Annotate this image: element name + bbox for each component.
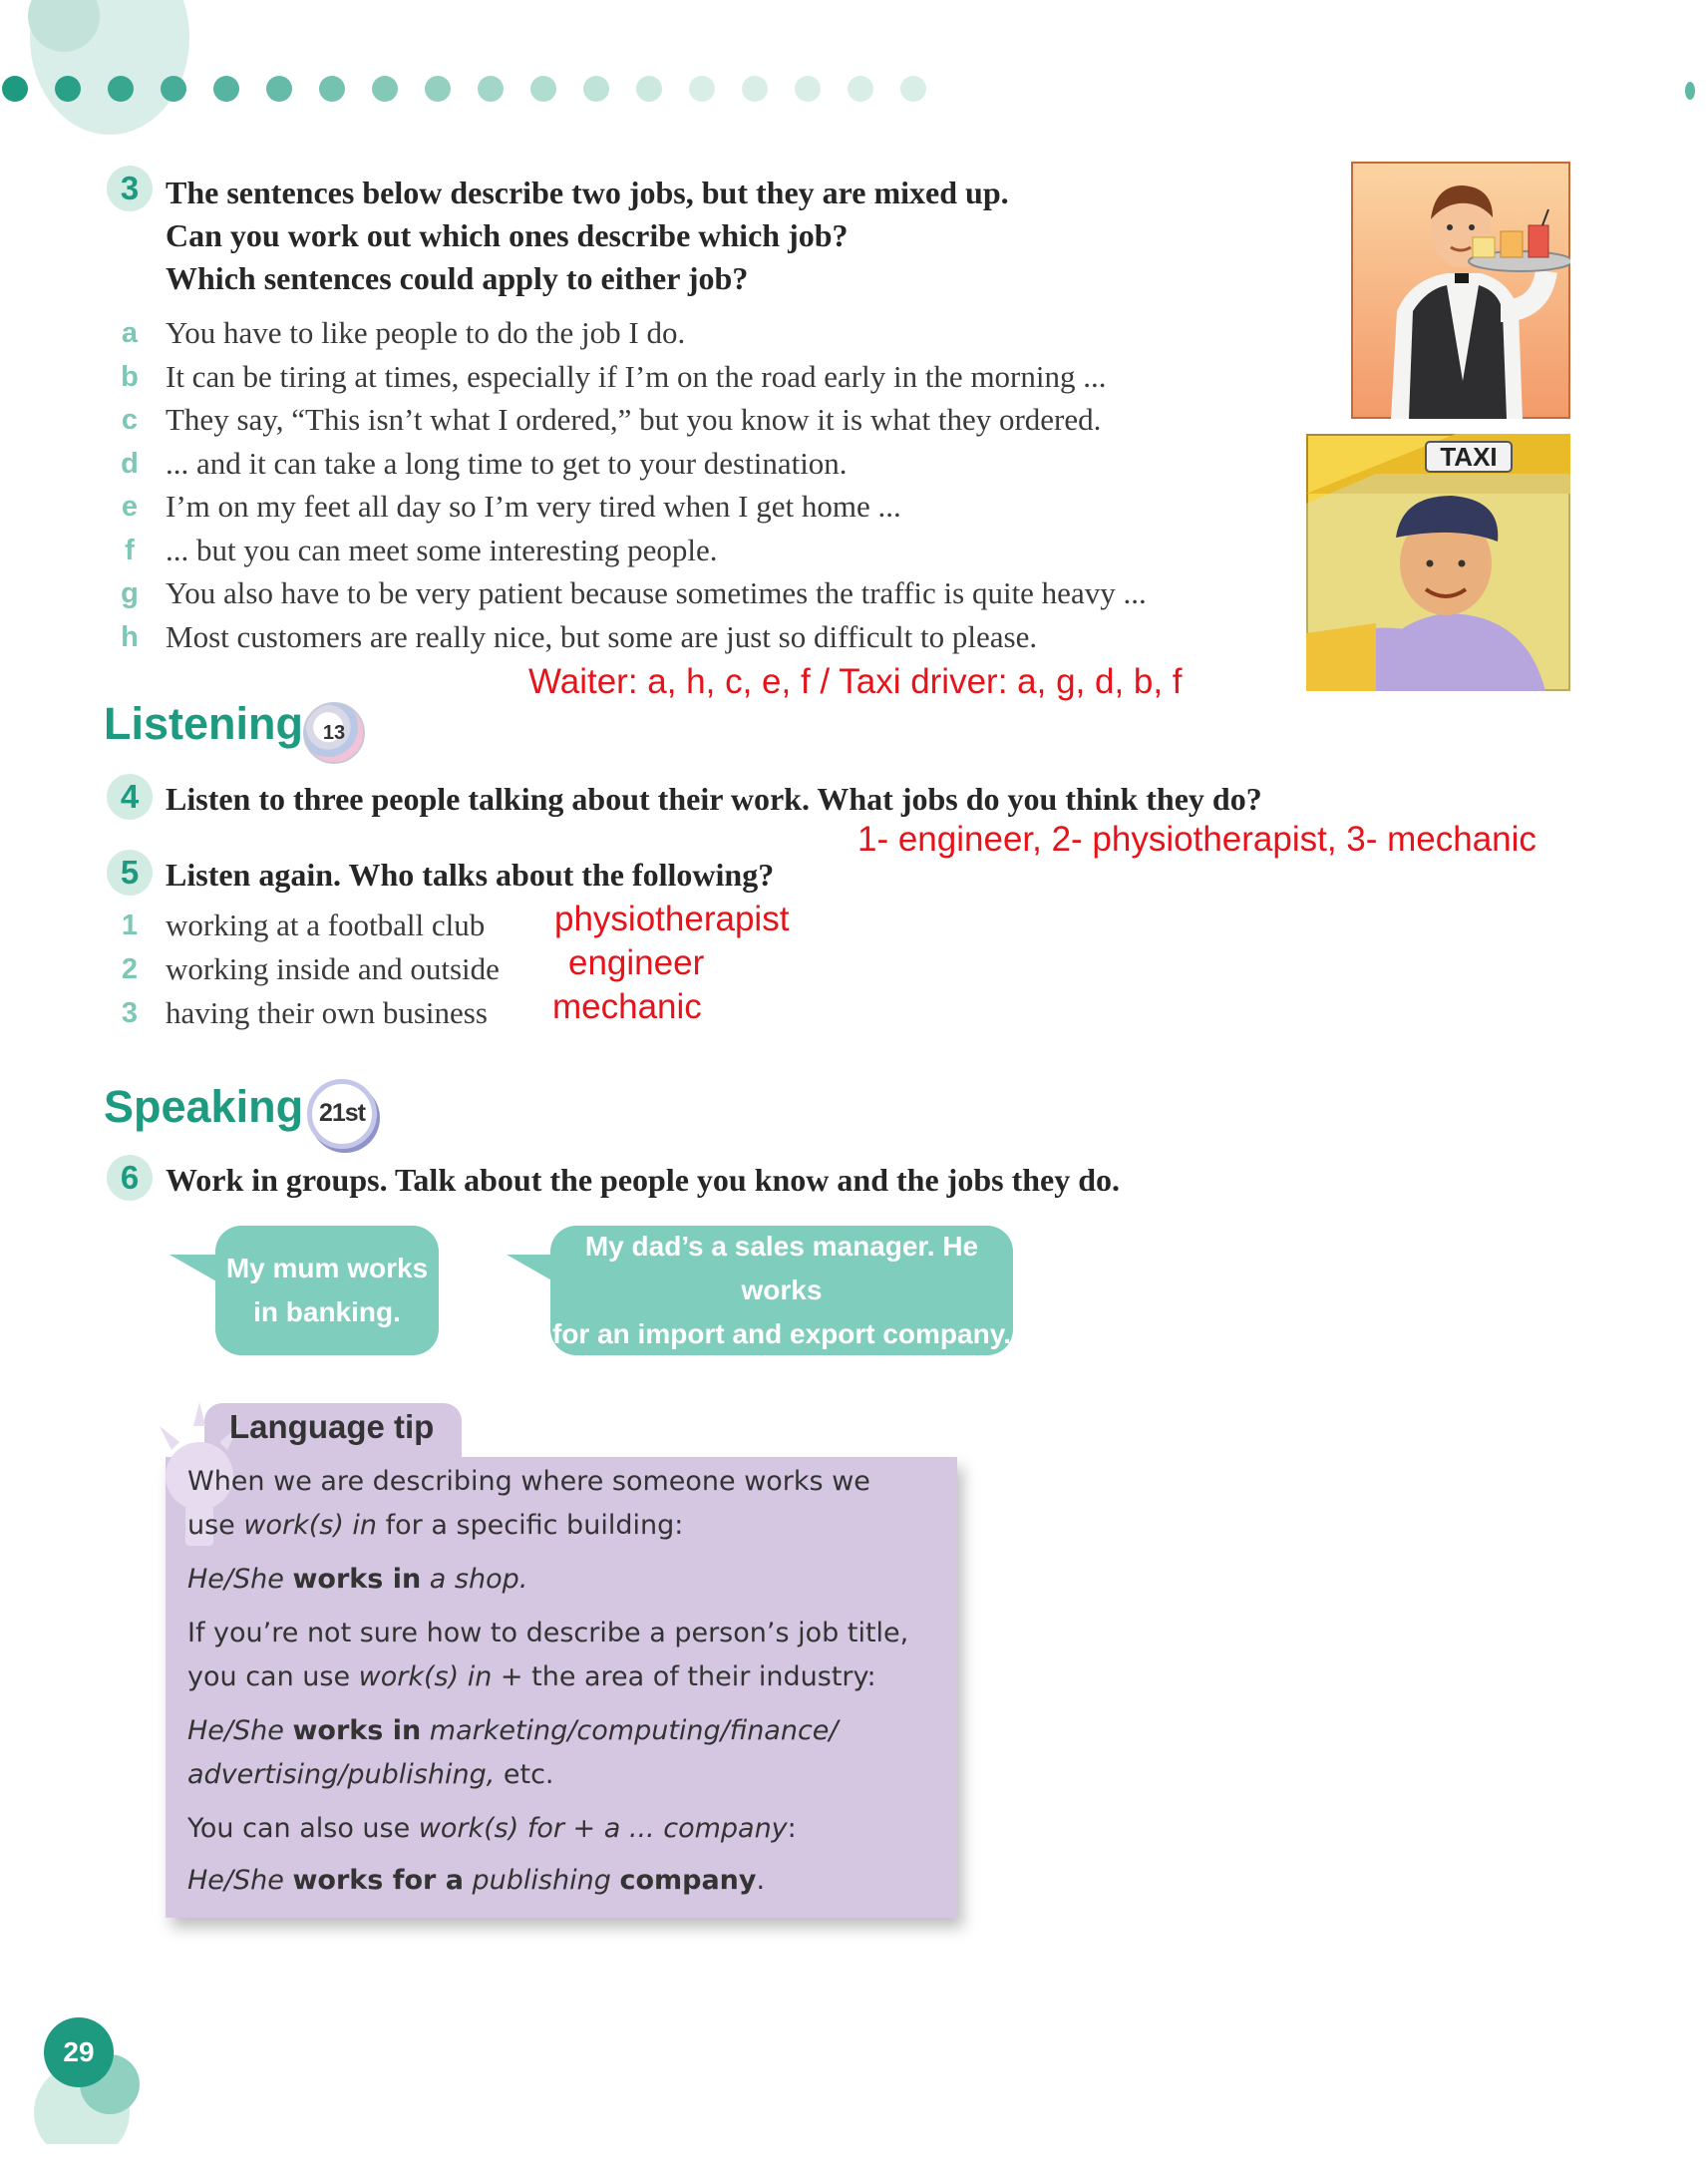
item-sentence: You have to like people to do the job I do. [166, 315, 686, 350]
item-letter: a [121, 317, 139, 349]
bubble-line: in banking. [253, 1296, 401, 1327]
21st-century-skills-badge: 21st [307, 1079, 377, 1149]
bubble-line: My dad’s a sales manager. He works [584, 1231, 979, 1305]
instruction-line: Which sentences could apply to either job? [166, 260, 749, 296]
exercise-5-number: 5 [107, 850, 153, 896]
item-letter: g [121, 577, 139, 609]
tip-emphasis: work(s) for + a ... company [418, 1813, 788, 1844]
tip-emphasis: work(s) in [358, 1661, 493, 1692]
decoration-dot [161, 76, 186, 102]
taxi-sign: TAXI [1440, 442, 1498, 472]
item-letter: h [121, 620, 139, 653]
decoration-dot [478, 76, 504, 102]
decoration-dot [795, 76, 821, 102]
tip-emphasis: advertising/publishing, [187, 1759, 496, 1790]
tip-text: + the area of their industry: [492, 1661, 876, 1692]
speech-bubble-dad [550, 1226, 1013, 1355]
item-sentence: ... and it can take a long time to get to your destination. [166, 445, 848, 481]
tip-bold: company [619, 1865, 757, 1896]
tip-bold: works in [292, 1564, 422, 1595]
tip-text: etc. [495, 1759, 554, 1790]
decoration-dot [636, 76, 662, 102]
page-number: 29 [44, 2017, 114, 2087]
decoration-dot [848, 76, 873, 102]
tip-line-5 [187, 1807, 797, 1851]
item-number: 2 [121, 953, 139, 985]
tip-emphasis: He/She [187, 1865, 293, 1896]
tip-text: use [187, 1510, 244, 1541]
tip-example-3 [187, 1859, 765, 1903]
item-sentence: ... but you can meet some interesting people. [166, 532, 718, 567]
item-sentence: Most customers are really nice, but some are just so difficult to please. [166, 618, 1038, 654]
edge-dot-decoration [1685, 82, 1695, 100]
decoration-dot [900, 76, 926, 102]
item-answer: physiotherapist [554, 900, 790, 938]
decoration-dot [425, 76, 451, 102]
tip-emphasis: a shop. [421, 1564, 528, 1595]
tip-example-2-cont [187, 1753, 554, 1797]
instruction-line: Can you work out which ones describe which job? [166, 217, 849, 253]
decoration-dot [372, 76, 398, 102]
item-letter: c [121, 404, 139, 436]
item-answer: mechanic [552, 987, 702, 1026]
decoration-dot [583, 76, 609, 102]
item-letter: f [125, 534, 135, 566]
item-number: 3 [121, 997, 139, 1029]
item-sentence: They say, “This isn’t what I ordered,” but you know it is what they ordered. [166, 402, 1102, 437]
tip-line-1: When we are describing where someone works we [187, 1466, 870, 1497]
decoration-dot [55, 76, 81, 102]
item-text: working inside and outside [166, 951, 500, 986]
decoration-dot [108, 76, 134, 102]
language-tip-title: Language tip [229, 1408, 435, 1445]
item-answer: engineer [568, 943, 705, 982]
exercise-3-answer: Waiter: a, h, c, e, f / Taxi driver: a, g, d, b, f [528, 662, 1183, 701]
tip-emphasis: He/She [187, 1564, 293, 1595]
item-text: having their own business [166, 995, 488, 1030]
bubble-line: for an import and export company. [552, 1318, 1011, 1349]
tip-example-1 [187, 1558, 527, 1602]
decoration-dot [266, 76, 292, 102]
audio-track-cd-icon[interactable]: 13 [303, 702, 365, 764]
exercise-3-instruction [166, 172, 1009, 300]
tip-text: you can use [187, 1661, 359, 1692]
item-letter: d [121, 447, 139, 480]
speech-bubble-mum [215, 1226, 439, 1355]
bottom-decoration-mask [0, 2144, 140, 2184]
tip-bold: works in [292, 1715, 422, 1746]
item-letter: b [121, 360, 139, 393]
tip-emphasis: marketing/computing/finance/ [421, 1715, 839, 1746]
exercise-4-answer: 1- engineer, 2- physiotherapist, 3- mechanic [857, 820, 1536, 859]
exercise-4-instruction: Listen to three people talking about their work. What jobs do you think they do? [166, 781, 1262, 817]
item-sentence: I’m on my feet all day so I’m very tired when I get home ... [166, 489, 901, 524]
listening-heading: Listening [104, 698, 303, 749]
tip-text: . [756, 1865, 766, 1896]
decoration-dot [689, 76, 715, 102]
tip-emphasis: publishing [463, 1865, 620, 1896]
decoration-dot [530, 76, 556, 102]
decoration-dot [742, 76, 768, 102]
exercise-3-number: 3 [107, 166, 153, 211]
item-sentence: It can be tiring at times, especially if I’m on the road early in the morning ... [166, 358, 1107, 394]
tip-line-3: If you’re not sure how to describe a person’s job title, [187, 1618, 909, 1648]
decoration-dot [319, 76, 345, 102]
tip-text: You can also use [187, 1813, 419, 1844]
dot-row-decoration [0, 76, 957, 106]
exercise-6-number: 6 [107, 1155, 153, 1201]
tip-text: for a specific building: [377, 1510, 684, 1541]
waiter-illustration [1351, 162, 1570, 419]
exercise-5-instruction: Listen again. Who talks about the following? [166, 857, 775, 893]
tip-line-4 [187, 1655, 876, 1699]
speaking-heading: Speaking [104, 1081, 304, 1132]
item-text: working at a football club [166, 908, 486, 942]
exercise-6-instruction: Work in groups. Talk about the people you know and the jobs they do. [166, 1162, 1121, 1198]
item-number: 1 [121, 910, 139, 941]
tip-emphasis: work(s) in [243, 1510, 378, 1541]
decoration-dot [213, 76, 239, 102]
tip-example-2 [187, 1709, 839, 1753]
taxi-driver-illustration [1306, 434, 1570, 691]
tip-text: : [787, 1813, 797, 1844]
tip-emphasis: He/She [187, 1715, 293, 1746]
instruction-line: The sentences below describe two jobs, but they are mixed up. [166, 175, 1009, 210]
tip-bold: works for a [292, 1865, 464, 1896]
exercise-4-number: 4 [107, 774, 153, 820]
item-letter: e [121, 491, 139, 523]
item-sentence: You also have to be very patient because sometimes the traffic is quite heavy ... [166, 575, 1147, 610]
decoration-dot [2, 76, 28, 102]
bubble-line: My mum works [225, 1253, 429, 1283]
tip-line-2 [187, 1504, 683, 1548]
